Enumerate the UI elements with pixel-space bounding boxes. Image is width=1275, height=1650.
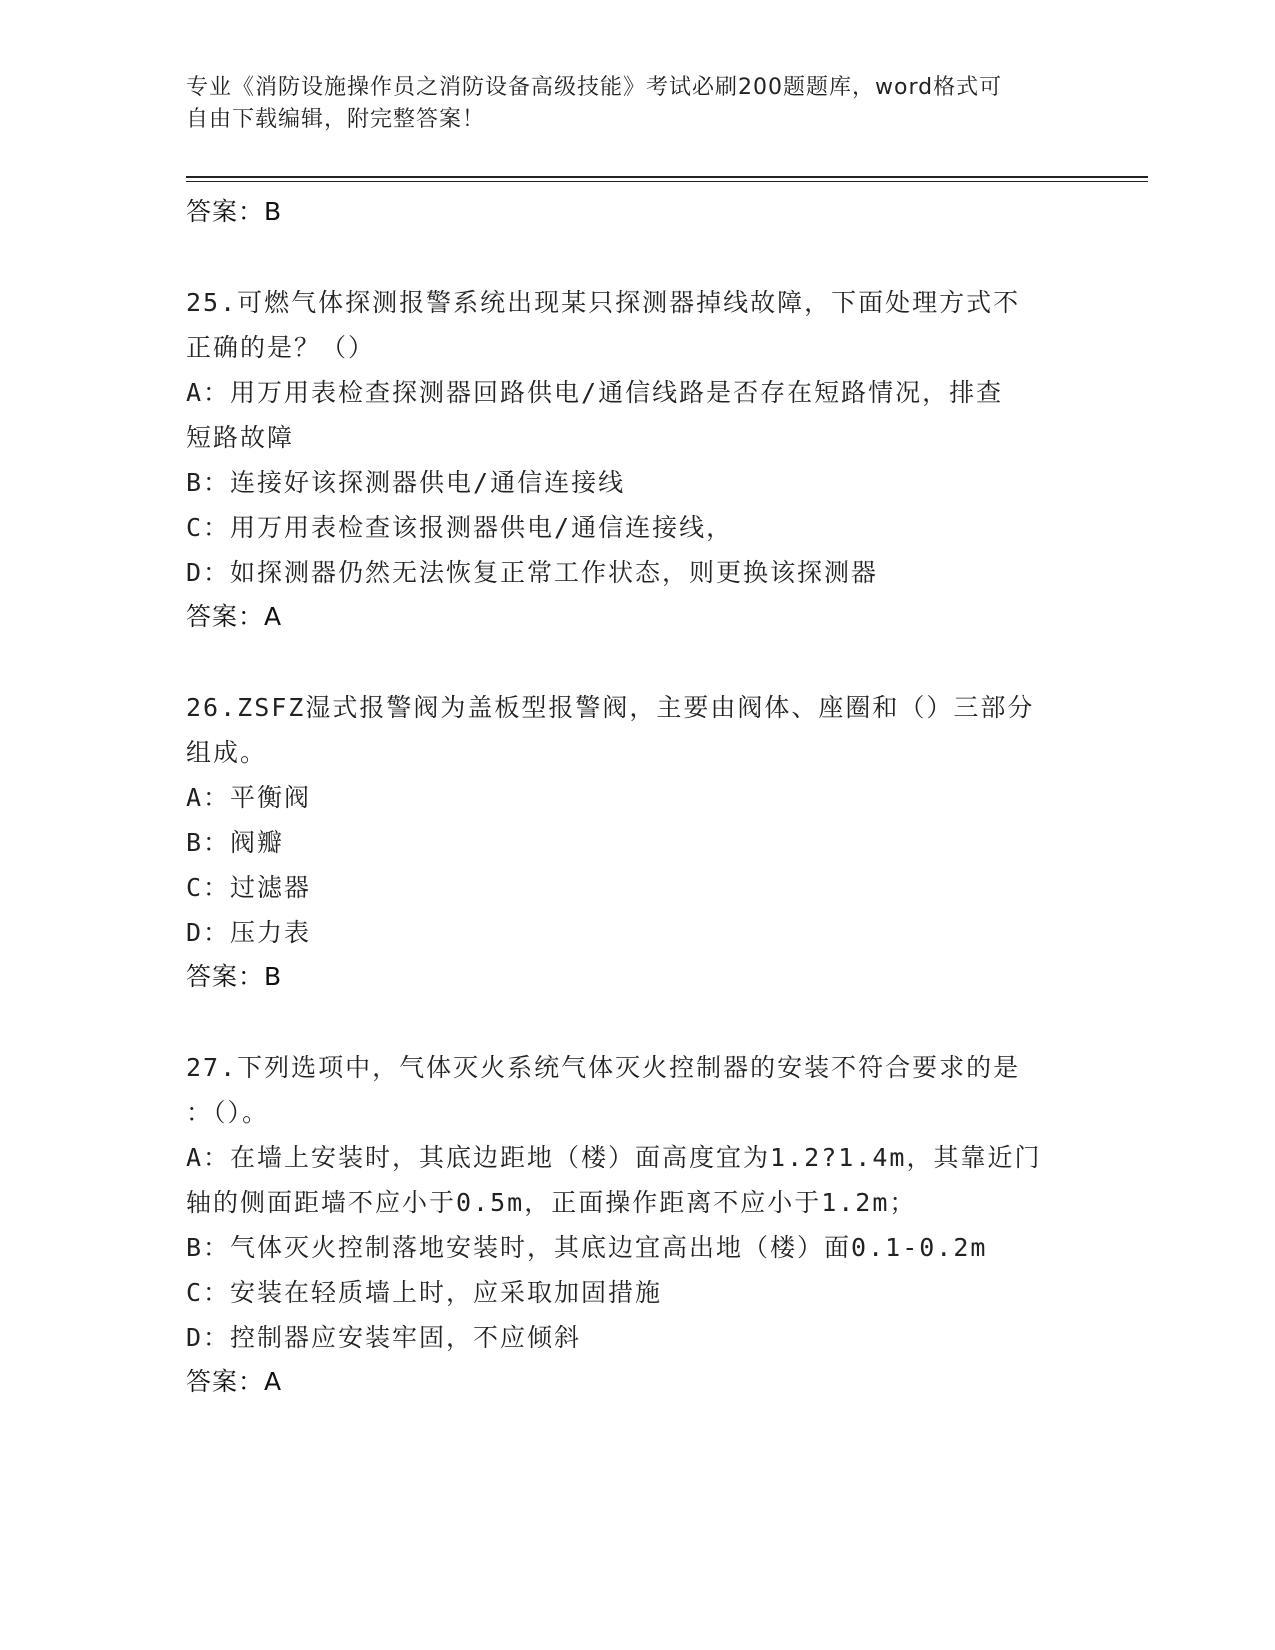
header-line-1: 专业《消防设施操作员之消防设备高级技能》考试必刷200题题库，word格式可 <box>186 75 1003 100</box>
option-c: C：过滤器 <box>186 873 312 902</box>
option-c: C：用万用表检查该报测器供电/通信连接线， <box>186 513 734 542</box>
header-line-2: 自由下载编辑，附完整答案！ <box>186 107 486 132</box>
question-stem-line: 26.ZSFZ湿式报警阀为盖板型报警阀，主要由阀体、座圈和（）三部分 <box>186 693 1035 722</box>
header-rule-thick <box>186 176 1148 178</box>
answer: 答案：A <box>186 602 283 631</box>
header-rule-thin <box>186 181 1148 182</box>
question-stem-line: 25.可燃气体探测报警系统出现某只探测器掉线故障，下面处理方式不 <box>186 288 1021 317</box>
question-stem-line: ：（）。 <box>186 1098 270 1127</box>
question-stem-line: 正确的是？（） <box>186 333 376 362</box>
option-d: D：压力表 <box>186 918 312 947</box>
option-a-continued: 短路故障 <box>186 423 295 452</box>
option-d: D：如探测器仍然无法恢复正常工作状态，则更换该探测器 <box>186 558 879 587</box>
question-stem-line: 27.下列选项中，气体灭火系统气体灭火控制器的安装不符合要求的是 <box>186 1053 1021 1082</box>
option-b: B：连接好该探测器供电/通信连接线 <box>186 468 626 497</box>
previous-answer: 答案：B <box>186 197 283 226</box>
option-a: A：平衡阀 <box>186 783 312 812</box>
option-c: C：安装在轻质墙上时，应采取加固措施 <box>186 1278 663 1307</box>
question-25 <box>186 280 1086 639</box>
option-a: A：用万用表检查探测器回路供电/通信线路是否存在短路情况，排查 <box>186 378 1004 407</box>
document-header <box>186 72 1066 136</box>
answer: 答案：A <box>186 1367 283 1396</box>
option-d: D：控制器应安装牢固，不应倾斜 <box>186 1323 582 1352</box>
option-a: A：在墙上安装时，其底边距地（楼）面高度宜为1.2?1.4m，其靠近门 <box>186 1143 1042 1172</box>
question-27 <box>186 1045 1086 1404</box>
question-stem-line: 组成。 <box>186 738 268 767</box>
option-b: B：阀瓣 <box>186 828 285 857</box>
question-list <box>186 190 1086 1404</box>
answer: 答案：B <box>186 962 283 991</box>
question-26 <box>186 685 1086 999</box>
option-b: B：气体灭火控制落地安装时，其底边宜高出地（楼）面0.1-0.2m <box>186 1233 988 1262</box>
option-a-continued: 轴的侧面距墙不应小于0.5m，正面操作距离不应小于1.2m； <box>186 1188 917 1217</box>
